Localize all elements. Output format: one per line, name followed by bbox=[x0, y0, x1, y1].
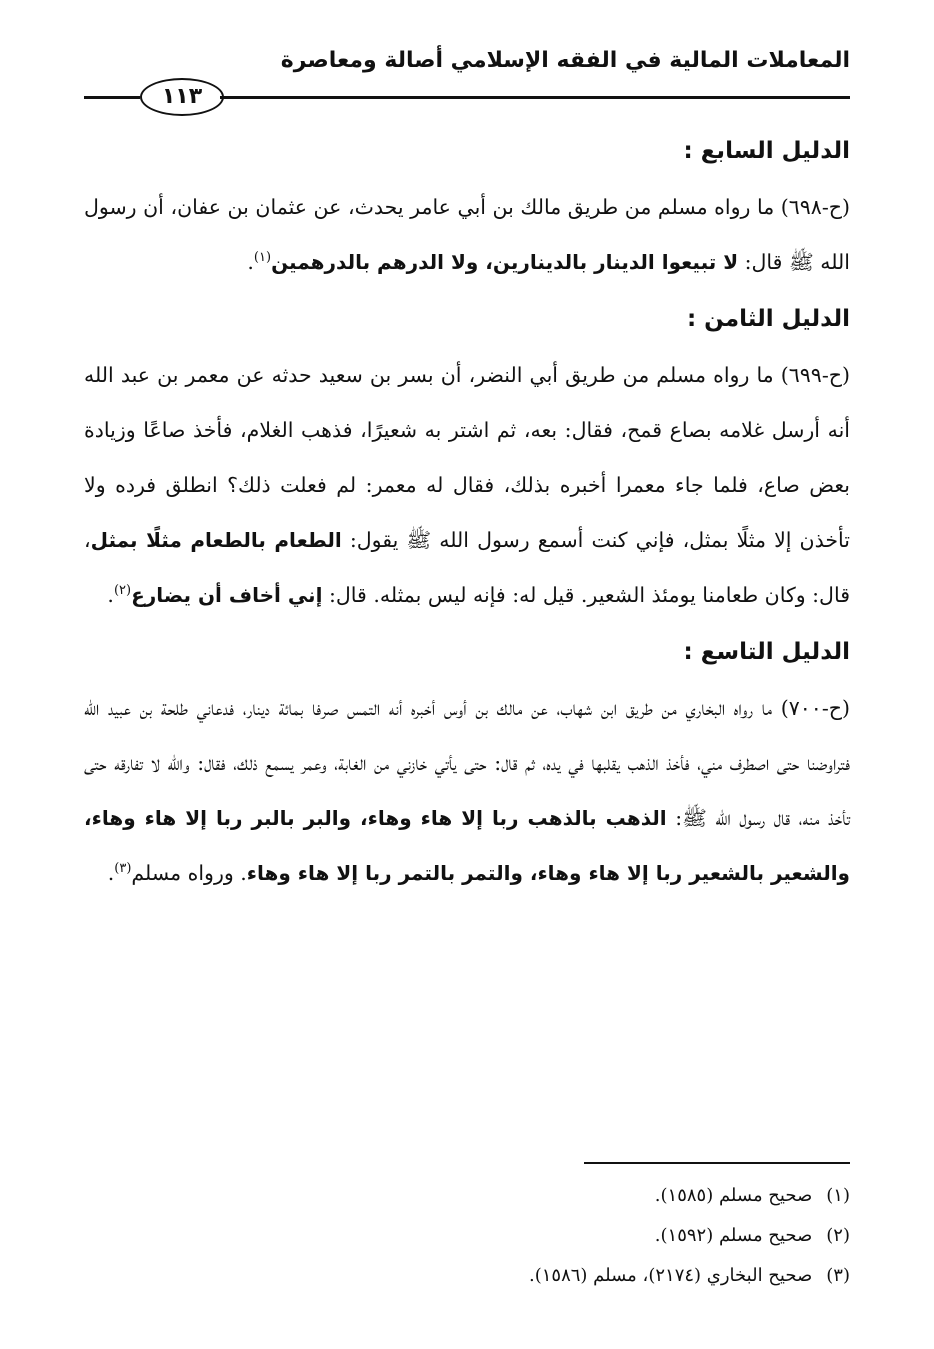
section-heading-seventh: الدليل السابع : bbox=[683, 138, 850, 164]
footnote-number: (٢) bbox=[826, 1225, 850, 1246]
section-heading-ninth: الدليل التاسع : bbox=[683, 639, 850, 665]
footnote-3 bbox=[84, 1256, 850, 1296]
footnote-number: (١) bbox=[826, 1185, 850, 1206]
footnote-text: صحيح مسلم (١٥٩٢). bbox=[654, 1225, 813, 1246]
header-rule-right bbox=[220, 96, 850, 99]
prophetic-quote: الطعام بالطعام مثلًا بمثل bbox=[90, 528, 342, 552]
footnotes bbox=[84, 1176, 850, 1296]
footnote-reference: (١) bbox=[253, 250, 272, 266]
prophetic-quote: الذهب بالذهب ربا إلا هاء وهاء، والبر بالبر ربا إلا هاء وهاء، والشعير بالشعير ربا إلا هاء وهاء، والتمر بالتمر ربا إلا هاء وهاء bbox=[84, 806, 850, 885]
hadith-text-end: . bbox=[247, 250, 254, 274]
hadith-text: ما رواه البخاري من طريق ابن شهاب، عن مالك بن أوس أخبره أنه التمس صرفا بمائة دينار، فدعاني طلحة بن عبيد الله فتراوضنا حتى اصطرف مني، فأخذ الذهب يقلبها في يده، ثم قال: حتى يأتي خازني من الغابة، وعمر يسمع ذلك، فقال: والله لا تفارقه حتى تأخذ منه، قال رسول الله ﷺ: bbox=[84, 696, 851, 830]
hadith-paragraph-700 bbox=[84, 681, 850, 901]
footnote-reference: (٢) bbox=[113, 583, 132, 599]
hadith-paragraph-698 bbox=[84, 180, 850, 290]
footnote-text: صحيح البخاري (٢١٧٤)، مسلم (١٥٨٦). bbox=[529, 1265, 813, 1286]
hadith-number: (ح-٦٩٨) bbox=[780, 195, 850, 219]
hadith-text-end: . bbox=[107, 583, 114, 607]
hadith-number: (ح-٦٩٩) bbox=[780, 363, 850, 387]
page-header bbox=[84, 44, 850, 114]
running-title: المعاملات المالية في الفقه الإسلامي أصالة ومعاصرة bbox=[280, 48, 850, 73]
hadith-number: (ح-٧٠٠) bbox=[780, 696, 850, 720]
prophetic-quote: لا تبيعوا الدينار بالدينارين، ولا الدرهم بالدرهمين bbox=[271, 250, 739, 274]
section-heading-eighth: الدليل الثامن : bbox=[686, 306, 850, 332]
footnote-2 bbox=[84, 1216, 850, 1256]
hadith-text-middle: . ورواه مسلم bbox=[131, 861, 247, 885]
hadith-text-middle: ، قال: وكان طعامنا يومئذ الشعير. قيل له: فإنه ليس بمثله. قال: bbox=[84, 528, 850, 607]
hadith-text-end: . bbox=[107, 861, 115, 885]
hadith-text: ما رواه مسلم من طريق مالك بن أبي عامر يحدث، عن عثمان بن عفان، أن رسول الله ﷺ قال: bbox=[84, 195, 850, 274]
footnote-text: صحيح مسلم (١٥٨٥). bbox=[654, 1185, 813, 1206]
footnote-number: (٣) bbox=[826, 1265, 850, 1286]
companion-quote: إني أخاف أن يضارع bbox=[131, 583, 323, 607]
footnote-reference: (٣) bbox=[114, 861, 132, 877]
page-body bbox=[84, 122, 850, 901]
hadith-paragraph-699 bbox=[84, 348, 850, 623]
page-number: ١١٣ bbox=[140, 78, 224, 116]
header-rule-left bbox=[84, 96, 140, 99]
hadith-text: ما رواه مسلم من طريق أبي النضر، أن بسر بن سعيد حدثه عن معمر بن عبد الله أنه أرسل غلامه بصاع قمح، فقال: بعه، ثم اشتر به شعيرًا، فذهب الغلام، فأخذ صاعًا وزيادة بعض صاع، فلما جاء معمرا أخبره بذلك، فقال له معمر: لم فعلت ذلك؟ انطلق فرده ولا تأخذن إلا مثلًا بمثل، فإني كنت أسمع رسول الله ﷺ يقول: bbox=[84, 363, 850, 552]
footnote-1 bbox=[84, 1176, 850, 1216]
footnote-separator bbox=[584, 1162, 850, 1164]
